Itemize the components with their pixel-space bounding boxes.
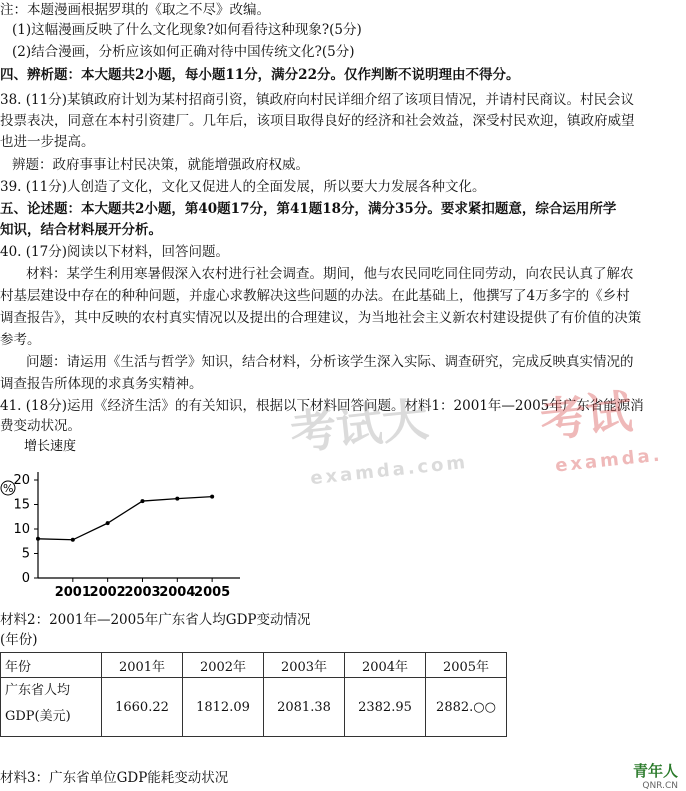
logo-name: 青年人: [632, 762, 678, 780]
row-label-line2: GDP(美元): [5, 709, 71, 724]
y-tick-label: 20: [13, 473, 30, 488]
table-cell: 2882.○○: [426, 678, 507, 737]
question-37-2: (2)结合漫画，分析应该如何正确对待中国传统文化?(5分): [12, 44, 355, 60]
question-40-material-line3: 调查报告》，其中反映的农村真实情况以及提出的合理建议，为当地社会主义新农村建设提供了有价值的决策: [0, 310, 642, 326]
question-41-line1: 41. (18分)运用《经济生活》的有关知识，根据以下材料回答问题。材料1：2001年—2005年广东省能源消: [0, 398, 644, 414]
watermark-right-url: examda.: [554, 444, 664, 477]
y-tick-label: 15: [13, 497, 30, 513]
x-tick-label: 2001: [54, 585, 91, 600]
table-cell: 2382.95: [345, 678, 426, 737]
table-header-row: [1, 653, 507, 678]
watermark-left-url: examda.com: [309, 451, 470, 490]
table-cell: 1660.22: [102, 678, 183, 737]
table-header-cell: 2004年: [345, 653, 426, 678]
chart-title: 增长速度: [24, 439, 77, 454]
question-40-intro: 40. (17分)阅读以下材料，回答问题。: [0, 244, 229, 260]
x-tick-label: 2002: [89, 585, 126, 600]
question-38-line2: 投票表决，同意在本村引资建厂。几年后，该项目取得良好的经济和社会效益，深受村民欢迎，镇政府威望: [0, 113, 635, 129]
table-header-cell: 年份: [1, 653, 102, 678]
data-point: [36, 537, 40, 541]
series-line: [38, 497, 212, 540]
material2-title: 材料2：2001年—2005年广东省人均GDP变动情况: [0, 612, 311, 628]
question-40-ask-line2: 调查报告所体现的求真务实精神。: [0, 376, 203, 392]
section-four-heading: 四、辨析题：本大题共2小题，每小题11分，满分22分。仅作判断不说明理由不得分。: [0, 67, 520, 83]
watermark-left-logo: 考试大: [287, 391, 431, 461]
question-39: 39. (11分)人创造了文化，文化又促进人的全面发展，所以要大力发展各种文化。: [0, 179, 486, 195]
data-point: [106, 521, 110, 525]
question-40-material-line4: 参考。: [0, 332, 41, 348]
question-38-claim: 辨题：政府事事让村民决策，就能增强政府权威。: [12, 157, 309, 173]
note-line: 注：本题漫画根据罗琪的《取之不尽》改编。: [0, 2, 270, 18]
logo-url: QNR.CN: [642, 781, 678, 791]
material2-unit: (年份): [0, 632, 38, 648]
y-tick-label: 10: [13, 522, 30, 537]
table-header-cell: 2001年: [102, 653, 183, 678]
x-tick-label: 2004: [159, 585, 196, 600]
material3-title: 材料3：广东省单位GDP能耗变动状况: [0, 770, 229, 786]
x-tick-label: 2005: [194, 585, 231, 600]
question-40-material-line1: 材料：某学生利用寒暑假深入农村进行社会调查。期间，他与农民同吃同住同劳动，向农民认真了解农: [26, 266, 634, 282]
row-label-line1: 广东省人均: [5, 683, 71, 698]
table-header-cell: 2005年: [426, 653, 507, 678]
question-38-line3: 也进一步提高。: [0, 134, 95, 150]
chart-ylabel: %: [3, 482, 14, 495]
data-point: [140, 499, 144, 503]
site-logo: [633, 760, 678, 791]
growth-rate-chart: [0, 432, 260, 604]
y-tick-label: 5: [21, 546, 30, 562]
table-header-cell: 2002年: [183, 653, 264, 678]
question-37-1: (1)这幅漫画反映了什么文化现象?如何看待这种现象?(5分): [12, 22, 362, 38]
table-cell: 2081.38: [264, 678, 345, 737]
question-41-line2: 费变动状况。: [0, 418, 81, 434]
y-tick-label: 0: [21, 571, 30, 586]
table-cell: 1812.09: [183, 678, 264, 737]
x-tick-label: 2003: [124, 585, 161, 600]
data-point: [71, 538, 75, 542]
question-38-line1: 38. (11分)某镇政府计划为某村招商引资，镇政府向村民详细介绍了该项目情况，并请村民商议。村民会议: [0, 92, 634, 108]
table-row-label: [1, 678, 102, 737]
gdp-table: [0, 652, 507, 737]
table-row: [1, 678, 507, 737]
data-point: [175, 497, 179, 501]
table-header-cell: 2003年: [264, 653, 345, 678]
question-40-ask-line1: 问题：请运用《生活与哲学》知识，结合材料，分析该学生深入实际、调查研究，完成反映真实情况的: [26, 354, 634, 370]
question-40-material-line2: 村基层建设中存在的种种问题，并虚心求教解决这些问题的办法。在此基础上，他撰写了4万多字的《乡村: [0, 288, 630, 304]
section-five-heading-line2: 知识，结合材料展开分析。: [0, 222, 162, 238]
watermark-right-logo: 考试: [537, 384, 635, 448]
section-five-heading-line1: 五、论述题：本大题共2小题，第40题17分，第41题18分，满分35分。要求紧扣题意，综合运用所学: [0, 201, 617, 217]
data-point: [210, 495, 214, 499]
